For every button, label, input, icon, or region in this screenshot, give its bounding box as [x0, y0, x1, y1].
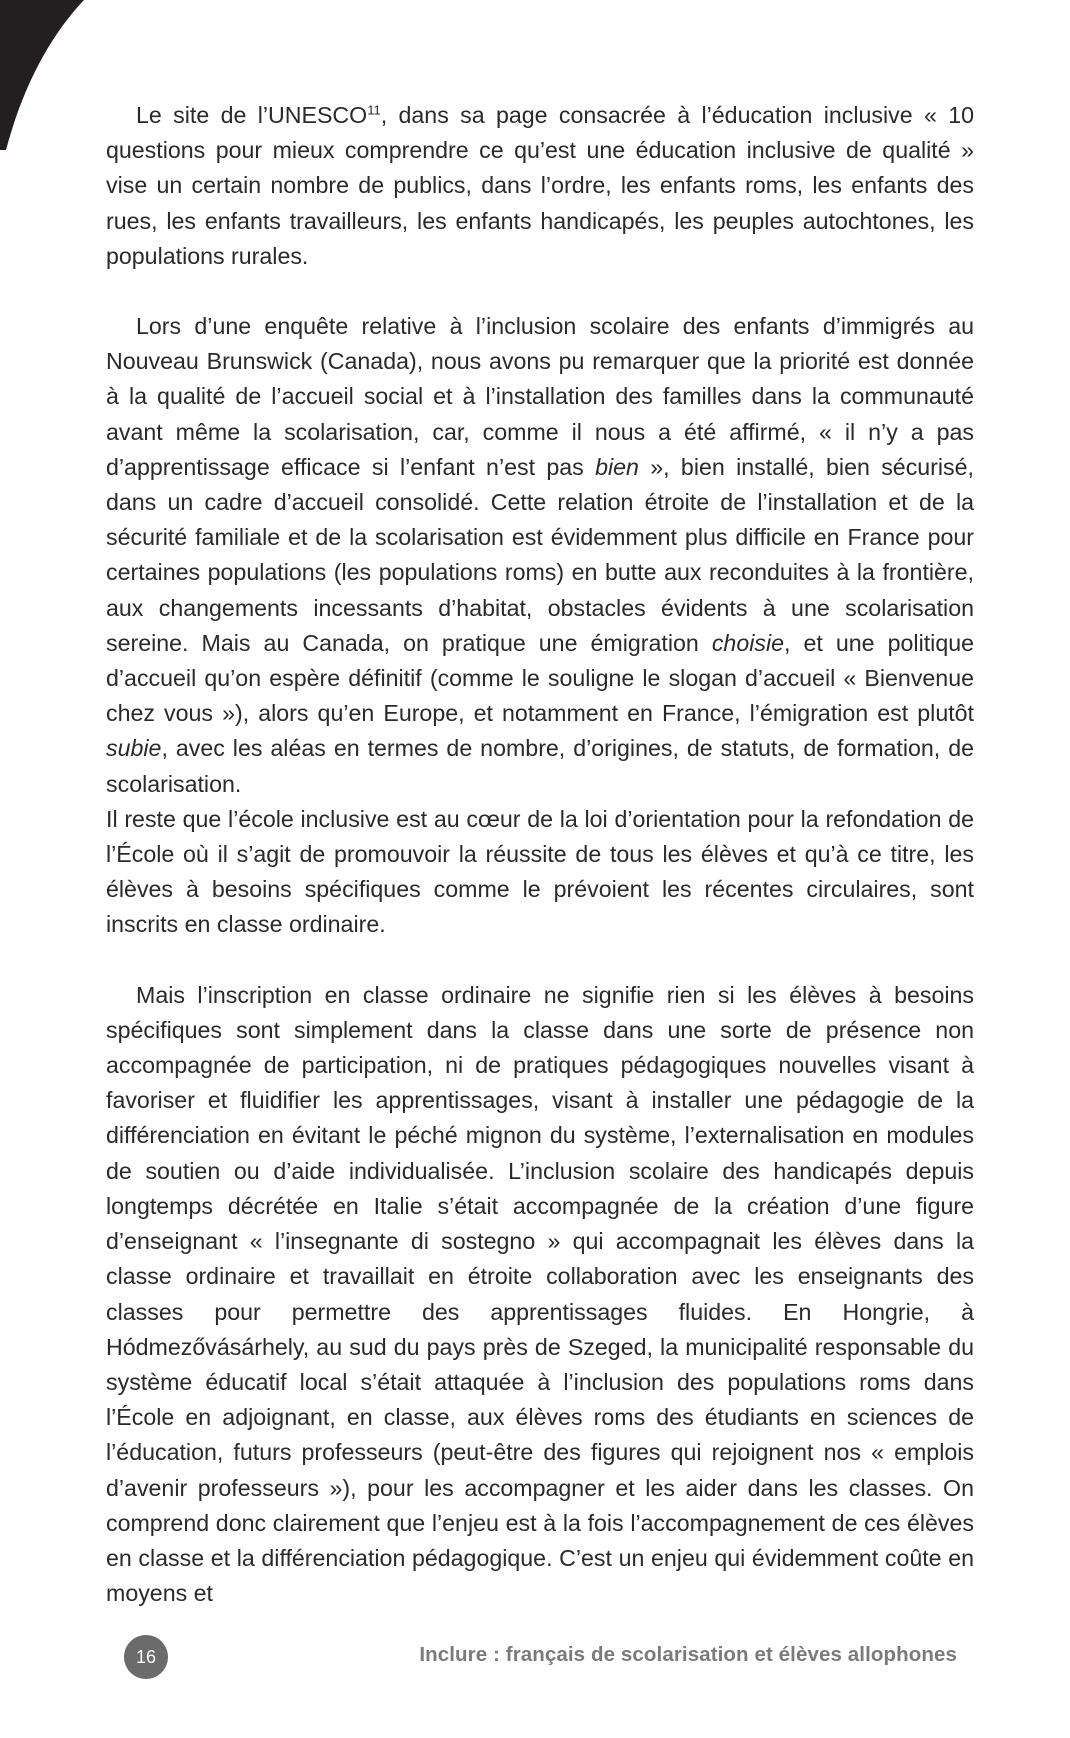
text-run: , dans sa page consacrée à l’éducation inclusive « 10 questions pour mieux comprendre ce qu’est une éducation inclusive de qualité » vise un certain nombre de publics, dans l’ordre, les enfants roms, les enfants des rues, les enfants travailleurs, les enfants handicapés, les peuples autochtones, les populations rurales.: [106, 102, 974, 269]
running-title: Inclure : français de scolarisation et élèves allophones: [419, 1643, 957, 1666]
paragraph-canada: [106, 309, 974, 802]
text-run: Lors d’une enquête relative à l’inclusion scolaire des enfants d’immigrés au Nouveau Brunswick (Canada), nous avons pu remarquer que la priorité est donnée à la qualité de l’accueil social et à l’installation des familles dans la communauté avant même la scolarisation, car, comme il nous a été affirmé, « il n’y a pas d’apprentissage efficace si l’enfant n’est pas: [106, 313, 974, 480]
emphasis-text: bien: [595, 453, 639, 480]
emphasis-text: subie: [106, 735, 162, 762]
emphasis-text: choisie: [711, 629, 785, 656]
text-run: Il reste que l’école inclusive est au cœur de la loi d’orientation pour la refondation de l’École où il s’agit de promouvoir la réussite de tous les élèves et qu’à ce titre, les élèves à besoins spécifiques comme le prévoient les récentes circulaires, sont inscrits en classe ordinaire.: [106, 805, 974, 938]
paragraph-ecole-inclusive: [106, 802, 974, 943]
corner-decoration: [0, 0, 120, 170]
paragraph-classe-ordinaire: [106, 978, 974, 1612]
text-run: Mais l’inscription en classe ordinaire ne signifie rien si les élèves à besoins spécifiques sont simplement dans la classe dans une sorte de présence non accompagnée de participation, ni de pratiques pédagogiques nouvelles visant à favoriser et fluidifier les apprentissages, visant à installer une pédagogie de la différenciation en évitant le péché mignon du système, l’externalisation en modules de soutien ou d’aide individualisée. L’inclusion scolaire des handicapés depuis longtemps décrétée en Italie s’était accompagnée de la création d’une figure d’enseignant « l’insegnante di sostegno » qui accompagnait les élèves dans la classe ordinaire et travaillait en étroite collaboration avec les enseignants des classes pour permettre des apprentissages fluides. En Hongrie, à Hódmezővásárhely, au sud du pays près de Szeged, la municipalité responsable du système éducatif local s’était attaquée à l’inclusion des populations roms dans l’École en adjoignant, en classe, aux élèves roms des étudiants en sciences de l’éducation, futurs professeurs (peut-être des figures qui rejoignent nos « emplois d’avenir professeurs »), pour les accompagner et les aider dans les classes. On comprend donc clairement que l’enjeu est à la fois l’accompagnement de ces élèves en classe et la différenciation pédagogique. C’est un enjeu qui évidemment coûte en moyens et: [106, 981, 974, 1607]
body-text: [106, 98, 974, 1611]
paragraph-unesco: [106, 98, 974, 274]
footnote-ref: 11: [367, 102, 381, 118]
text-run: », bien installé, bien sécurisé, dans un cadre d’accueil consolidé. Cette relation étroite de l’installation et de la sécurité familiale et de la scolarisation est évidemment plus difficile en France pour certaines populations (les populations roms) en butte aux reconduites à la frontière, aux changements incessants d’habitat, obstacles évidents à une scolarisation sereine. Mais au Canada, on pratique une émigration: [106, 453, 974, 656]
text-run: , avec les aléas en termes de nombre, d’origines, de statuts, de formation, de scolarisation.: [106, 735, 974, 797]
text-run: , et une politique d’accueil qu’on espère définitif (comme le souligne le slogan d’accueil « Bienvenue chez vous »), alors qu’en Europe, et notamment en France, l’émigration est plutôt: [106, 629, 975, 727]
page-number-badge: 16: [124, 1635, 168, 1679]
text-run: Le site de l’UNESCO: [136, 102, 368, 128]
